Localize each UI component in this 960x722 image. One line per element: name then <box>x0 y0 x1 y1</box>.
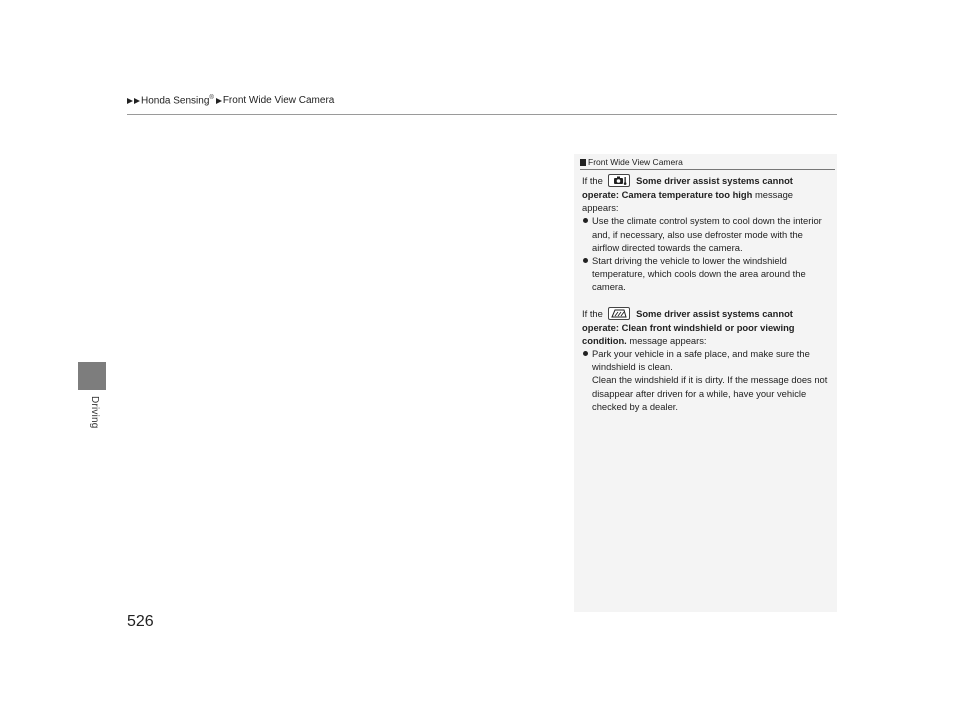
note-marker-icon <box>580 159 586 166</box>
breadcrumb-arrow-icon <box>127 98 133 104</box>
section1-intro <box>582 174 830 214</box>
note-divider <box>580 169 835 170</box>
breadcrumb-arrow-icon <box>134 98 140 104</box>
breadcrumb-item-honda-sensing[interactable]: Honda Sensing® <box>141 95 214 107</box>
list-item: Park your vehicle in a safe place, and make sure the windshield is clean. <box>582 347 830 373</box>
note-body <box>582 174 830 413</box>
header-divider <box>127 114 837 115</box>
list-item: Start driving the vehicle to lower the windshield temperature, which cools down the area around the camera. <box>582 254 830 294</box>
section1-intro-pre: If the <box>582 175 603 186</box>
list-item-continuation: Clean the windshield if it is dirty. If the message does not disappear after driven for a while, have your vehicle checked by a dealer. <box>592 374 828 412</box>
section2-intro-post: message appears: <box>629 334 707 346</box>
page-number: 526 <box>127 613 154 630</box>
section1-message: Some driver assist systems cannot operate: Camera temperature too high <box>582 175 793 201</box>
section2-message: Some driver assist systems cannot operate: Clean front windshield or poor viewing condition. <box>582 307 795 346</box>
section-label: Driving <box>89 396 100 429</box>
breadcrumb <box>127 95 336 106</box>
camera-temperature-icon <box>608 174 630 187</box>
note-heading-text: Front Wide View Camera <box>588 157 683 167</box>
section2-intro <box>582 307 830 347</box>
note-panel <box>574 154 837 612</box>
section2-intro-pre: If the <box>582 307 603 319</box>
list-item: Use the climate control system to cool down the interior and, if necessary, also use defroster mode with the airflow directed towards the camera. <box>582 214 830 254</box>
section-tab <box>78 362 106 390</box>
windshield-camera-icon <box>608 307 630 320</box>
note-heading <box>580 157 683 167</box>
section1-intro-post: message appears: <box>582 189 794 214</box>
breadcrumb-arrow-icon <box>216 98 222 104</box>
breadcrumb-item-front-wide-view-camera[interactable]: Front Wide View Camera <box>222 95 335 107</box>
